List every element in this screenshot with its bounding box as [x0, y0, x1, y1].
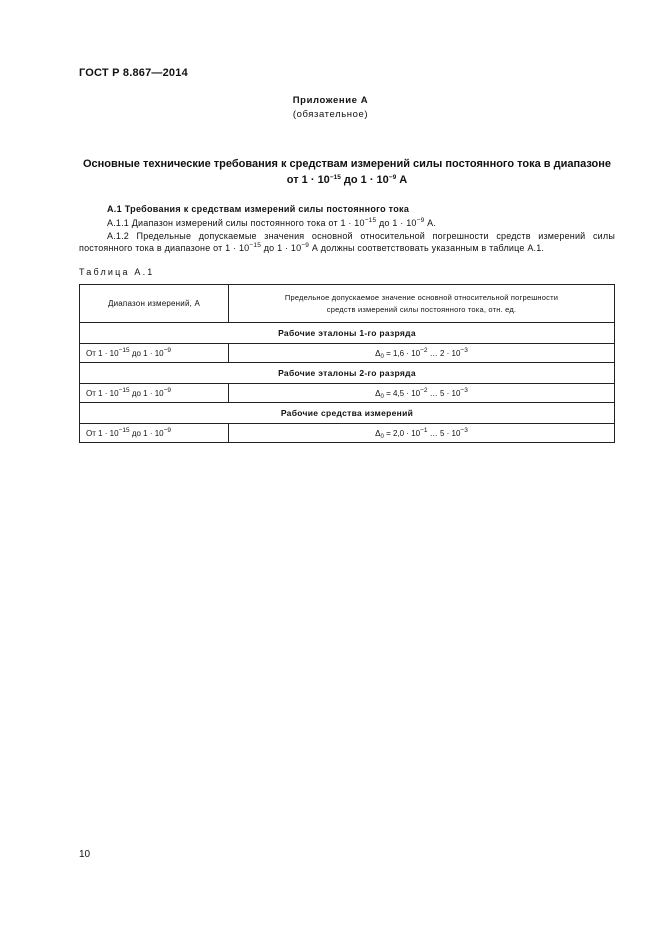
requirements-table [79, 284, 615, 443]
range-cell: От $1 \cdot 10^{-15}$ до $1 \cdot 10^{-9}$ [80, 424, 229, 443]
page-number: 10 [79, 849, 91, 860]
section-heading: А.1 Требования к средствам измерений силы постоянного тока [107, 204, 410, 214]
table-row [80, 384, 615, 403]
annex-status: (обязательное) [292, 109, 369, 120]
table-row [80, 344, 615, 363]
table-caption: Таблица А.1 [79, 267, 155, 277]
group-title: Рабочие эталоны 2-го разряда [80, 363, 615, 384]
group-title: Рабочие эталоны 1-го разряда [80, 323, 615, 344]
main-title-line2: от $1 \cdot 10^{-15}$ до $1 \cdot 10^{-9}$ А [286, 174, 408, 186]
paragraph-a11: А.1.1 Диапазон измерений силы постоянного тока от $1 \cdot 10^{-15}$ до $1 \cdot 10^{-9}$ А. [107, 217, 437, 228]
table-header-row [80, 285, 615, 323]
group-row [80, 403, 615, 424]
error-value-cell: $\Delta_0 = 1,6 \cdot 10^{-2}$ … $2 \cdot 10^{-3}$ [229, 344, 615, 363]
header-range: Диапазон измерений, А [80, 285, 229, 323]
paragraph-a12: А.1.2 Предельные допускаемые значения основной относительной погрешности средств измерений силы постоянного тока в диапазоне от $1 \cdot 10^{-15}$ до $1 \cdot 10^{-9}$ А должны соответствовать указанным в таблице А.1. [79, 231, 615, 253]
annex-title: Приложение А [292, 95, 369, 106]
table-row [80, 424, 615, 443]
error-value-cell: $\Delta_0 = 2,0 \cdot 10^{-1}$ … $5 \cdot 10^{-3}$ [229, 424, 615, 443]
standard-code: ГОСТ Р 8.867—2014 [79, 67, 188, 79]
group-title: Рабочие средства измерений [80, 403, 615, 424]
main-title-line1: Основные технические требования к средствам измерений силы постоянного тока в диапазоне [82, 158, 612, 170]
main-title [79, 156, 615, 188]
range-cell: От $1 \cdot 10^{-15}$ до $1 \cdot 10^{-9}$ [80, 344, 229, 363]
group-row [80, 363, 615, 384]
group-row [80, 323, 615, 344]
header-error-limit: Предельное допускаемое значение основной относительной погрешности средств измерений силы постоянного тока, отн. ед. [229, 285, 615, 323]
range-cell: От $1 \cdot 10^{-15}$ до $1 \cdot 10^{-9}$ [80, 384, 229, 403]
error-value-cell: $\Delta_0 = 4,5 \cdot 10^{-2}$ … $5 \cdot 10^{-3}$ [229, 384, 615, 403]
